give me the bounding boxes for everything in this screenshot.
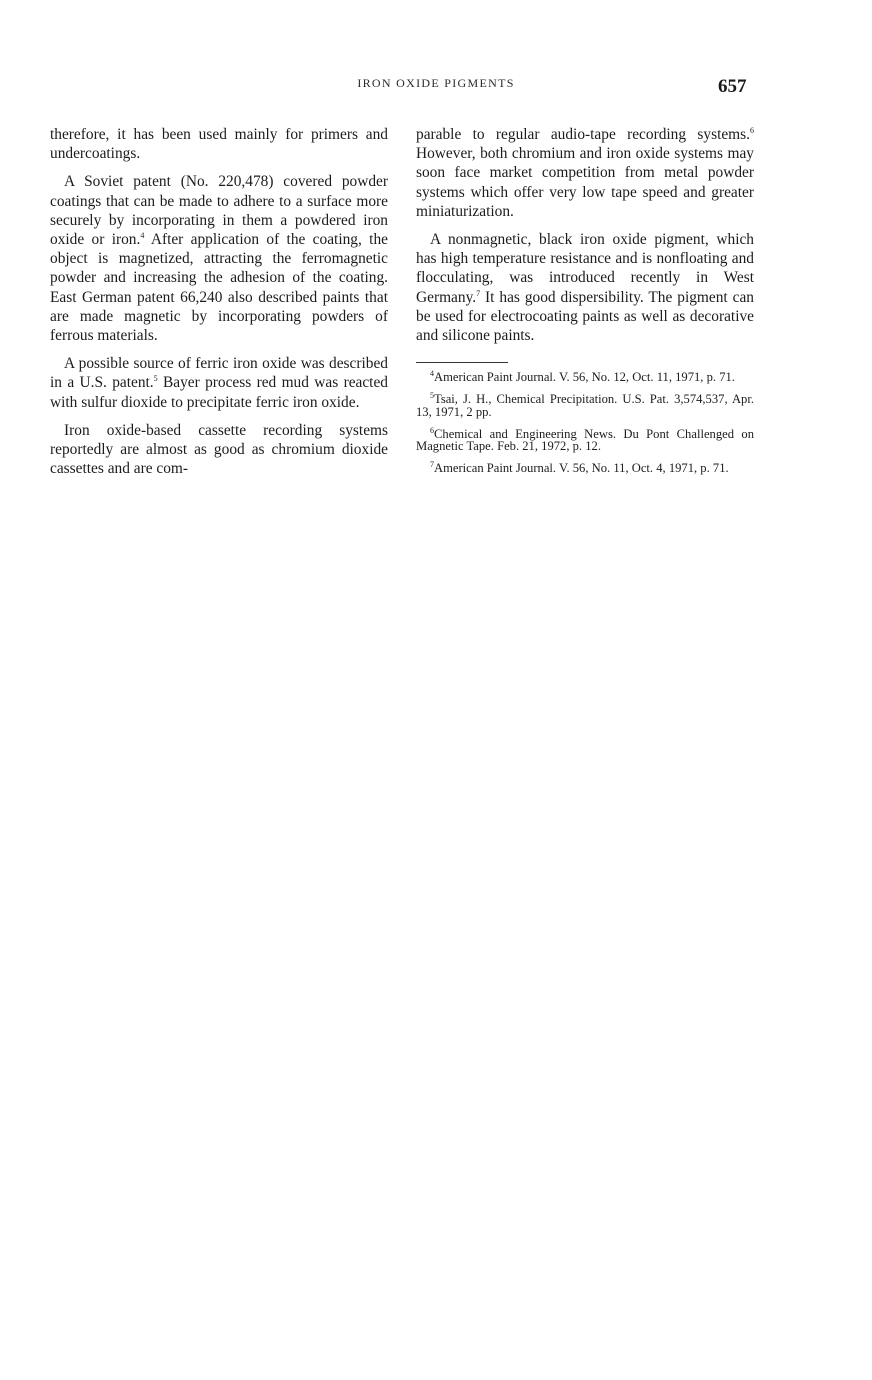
footnote-6 <box>416 425 754 454</box>
paragraph-soviet-patent <box>50 172 388 345</box>
footnote-text: American Paint Journal. V. 56, No. 12, Oct. 11, 1971, p. 71. <box>434 370 735 385</box>
footnote-ref-6[interactable]: 6 <box>750 125 754 135</box>
footnote-text: Tsai, J. H., Chemical Precipitation. U.S. Pat. 3,574,537, Apr. 13, 1971, 2 pp. <box>416 392 754 419</box>
paragraph-text: Bayer process red mud was reacted with sulfur dioxide to precipitate ferric iron oxide. <box>50 374 388 411</box>
footnote-text: Chemical and Engineering News. Du Pont Challenged on Magnetic Tape. Feb. 21, 1972, p. 12. <box>416 426 754 454</box>
page-number: 657 <box>718 76 747 97</box>
footnote-mark: 7 <box>430 460 434 470</box>
paragraph-text: A Soviet patent (No. 220,478) covered powder coatings that can be made to adhere to a surface more securely by incorporating in them a powdered iron oxide or iron. <box>50 173 388 249</box>
footnote-ref-7[interactable]: 7 <box>476 288 481 298</box>
footnote-divider <box>416 362 508 363</box>
footnote-5 <box>416 390 754 419</box>
paragraph-text: A possible source of ferric iron oxide was described in a U.S. patent. <box>50 355 388 392</box>
running-head: IRON OXIDE PIGMENTS <box>357 76 515 90</box>
footnote-mark: 5 <box>430 390 434 400</box>
footnote-text: American Paint Journal. V. 56, No. 11, Oct. 4, 1971, p. 71. <box>434 461 729 476</box>
paragraph-text: After application of the coating, the object is magnetized, attracting the ferromagnetic powder and increasing the adhesion of the coating. East German patent 66,240 also described paints that are made magnetic by incorporating powders of ferrous materials. <box>50 231 388 345</box>
paragraph-black-pigment <box>416 230 754 345</box>
left-column <box>50 125 388 487</box>
footnote-ref-4[interactable]: 4 <box>140 230 145 240</box>
paragraph-primers: therefore, it has been used mainly for primers and undercoatings. <box>50 126 388 163</box>
paragraph-ferric-source <box>50 354 388 412</box>
footnote-mark: 4 <box>430 369 434 379</box>
paragraph-text: It has good dispersibility. The pigment can be used for electrocoating paints as well as decorative and silicone paints. <box>416 288 754 345</box>
paragraph-text: A nonmagnetic, black iron oxide pigment, which has high temperature resistance and is nonfloating and flocculating, was introduced recently in West Germany. <box>416 231 754 306</box>
right-column <box>416 125 754 484</box>
paragraph-text: parable to regular audio-tape recording systems. <box>416 126 750 143</box>
paragraph-text: Iron oxide-based cassette recording systems reportedly are almost as good as chromium dioxide cassettes and are com- <box>50 421 388 478</box>
paragraph-cassette <box>50 421 388 479</box>
footnote-mark: 6 <box>430 425 434 435</box>
footnote-4 <box>416 371 754 384</box>
footnote-ref-5[interactable]: 5 <box>153 374 158 384</box>
paragraph-text: However, both chromium and iron oxide systems may soon face market competition from metal powder systems which offer very low tape speed and greater miniaturization. <box>416 145 754 220</box>
footnote-7 <box>416 462 754 475</box>
paragraph-audio-tape <box>416 125 754 221</box>
